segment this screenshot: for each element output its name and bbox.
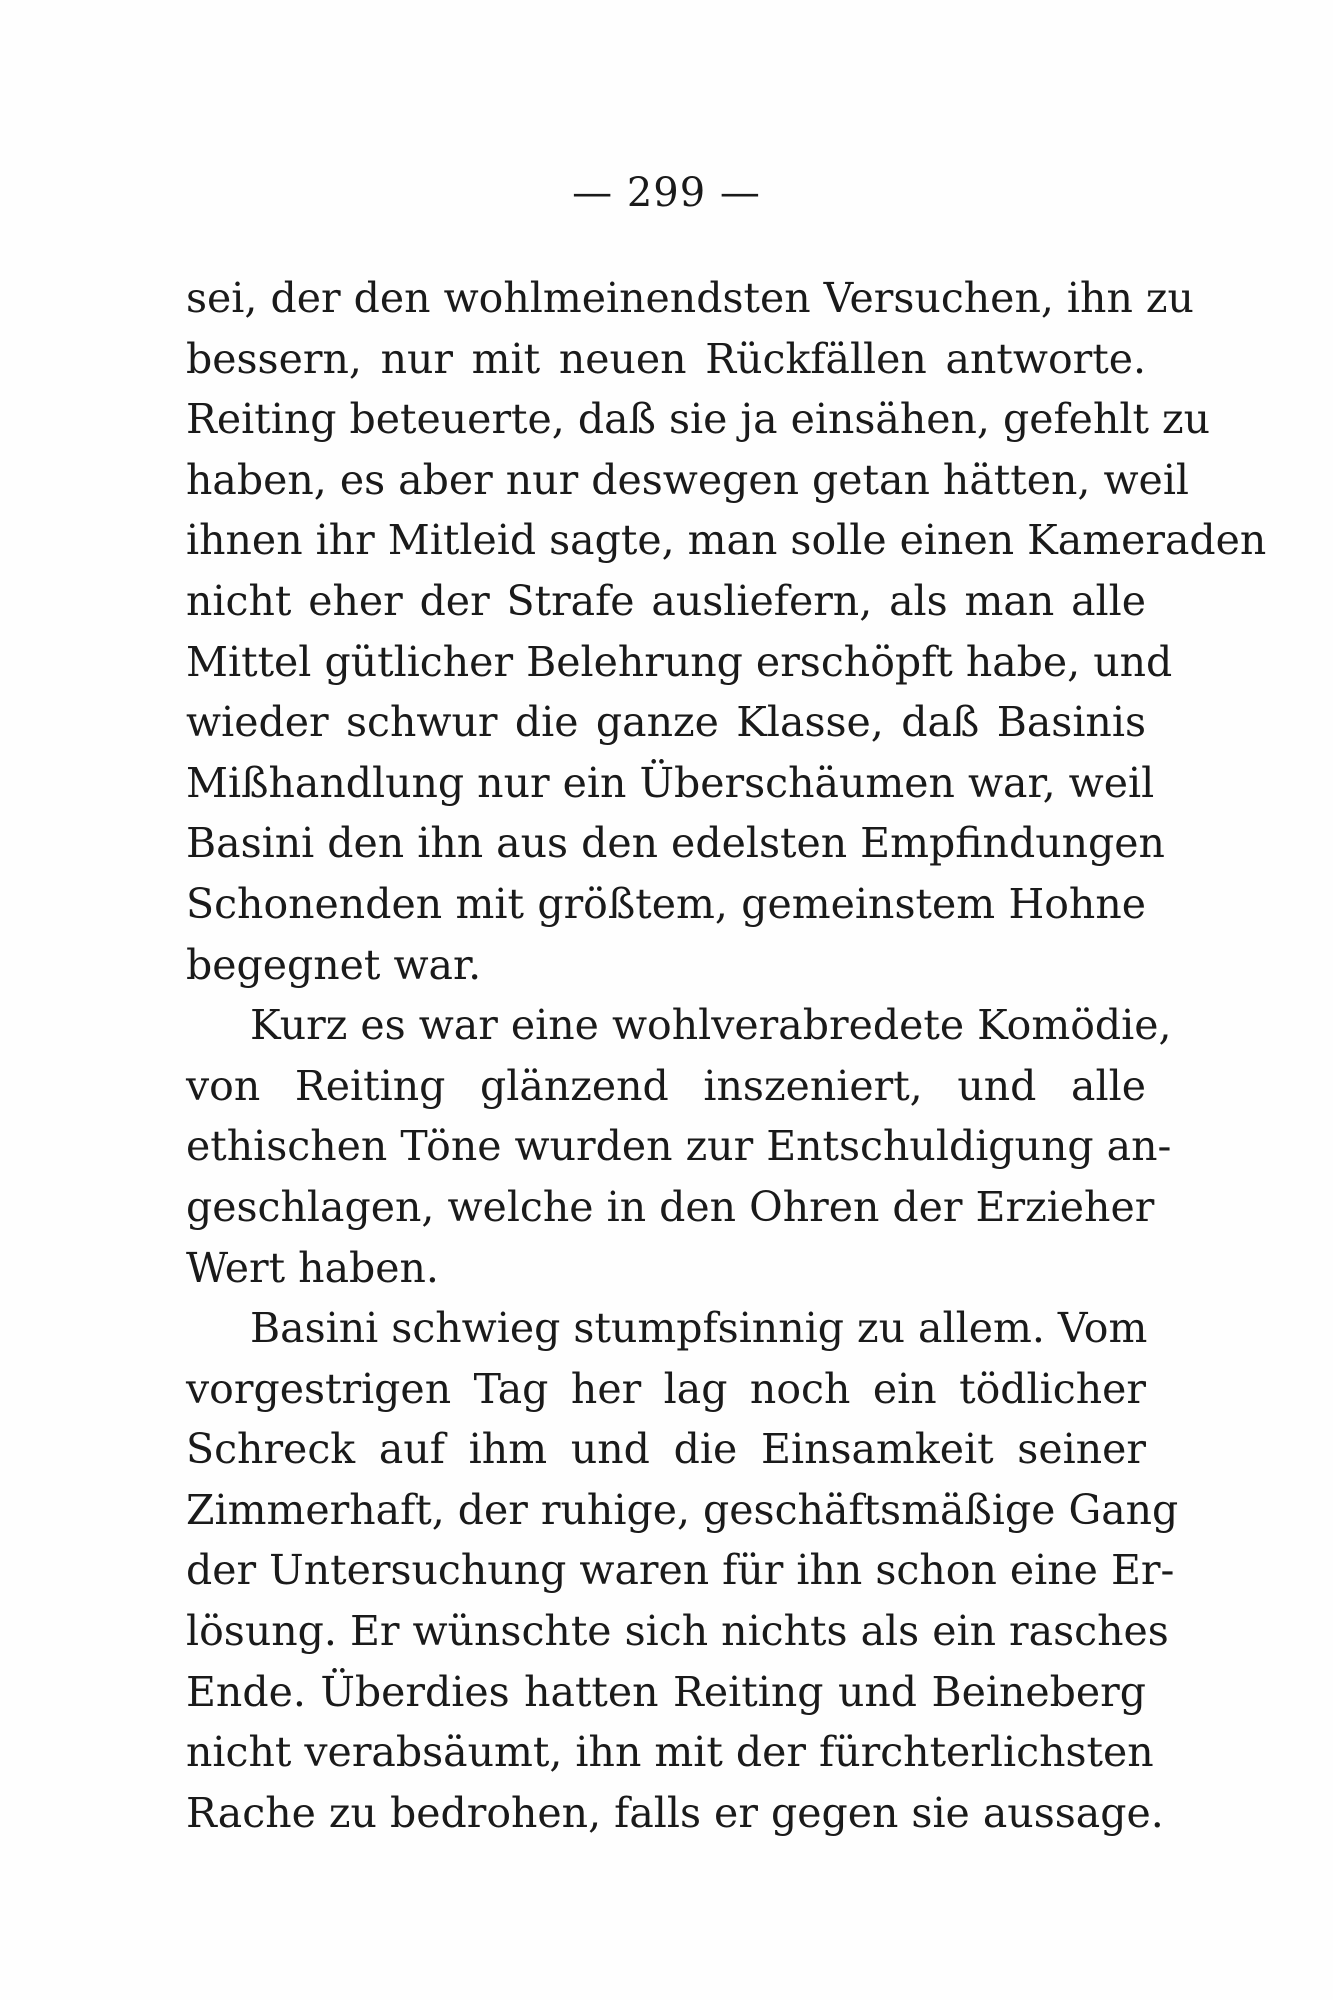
text-line: haben, es aber nur deswegen getan hätten, weil xyxy=(186,455,1190,504)
text-line: Rache zu bedrohen, falls er gegen sie aussage. xyxy=(186,1788,1164,1837)
text-line: nicht eher der Strafe ausliefern, als man alle xyxy=(186,576,1146,625)
text-line: wieder schwur die ganze Klasse, daß Basinis xyxy=(186,698,1146,747)
text-line: geschlagen, welche in den Ohren der Erzieher xyxy=(186,1182,1155,1231)
text-line: Mißhandlung nur ein Überschäumen war, weil xyxy=(186,758,1155,807)
text-line: Kurz es war eine wohlverabredete Komödie, xyxy=(250,1001,1172,1050)
text-line: Basini schwieg stumpfsinnig zu allem. Vom xyxy=(250,1304,1148,1353)
text-line: von Reiting glänzend inszeniert, und alle xyxy=(186,1061,1146,1110)
text-line: Mittel gütlicher Belehrung erschöpft habe, und xyxy=(186,637,1173,686)
text-line: Schonenden mit größtem, gemeinstem Hohne xyxy=(186,879,1146,928)
text-line: nicht verabsäumt, ihn mit der fürchterlichsten xyxy=(186,1728,1154,1777)
text-line: ihnen ihr Mitleid sagte, man solle einen Kameraden xyxy=(186,516,1267,565)
text-line: Ende. Überdies hatten Reiting und Beineberg xyxy=(186,1667,1146,1716)
text-line: sei, der den wohlmeinendsten Versuchen, ihn zu xyxy=(186,274,1194,322)
text-line: Schreck auf ihm und die Einsamkeit seiner xyxy=(186,1425,1146,1474)
text-line: der Untersuchung waren für ihn schon eine Er- xyxy=(186,1546,1175,1595)
body-text xyxy=(186,268,1267,1843)
text-line: vorgestrigen Tag her lag noch ein tödlicher xyxy=(186,1364,1146,1413)
text-line: Zimmerhaft, der ruhige, geschäftsmäßige Gang xyxy=(186,1485,1179,1534)
text-line: Wert haben. xyxy=(186,1243,439,1292)
text-line: bessern, nur mit neuen Rückfällen antworte. xyxy=(186,334,1146,383)
text-line: begegnet war. xyxy=(186,940,482,989)
page-number: — 299 — xyxy=(572,170,761,216)
text-line: Reiting beteuerte, daß sie ja einsähen, gefehlt zu xyxy=(186,395,1210,444)
text-line: lösung. Er wünschte sich nichts als ein rasches xyxy=(186,1607,1169,1656)
text-line: ethischen Töne wurden zur Entschuldigung an- xyxy=(186,1122,1172,1171)
text-line: Basini den ihn aus den edelsten Empfindungen xyxy=(186,819,1165,868)
